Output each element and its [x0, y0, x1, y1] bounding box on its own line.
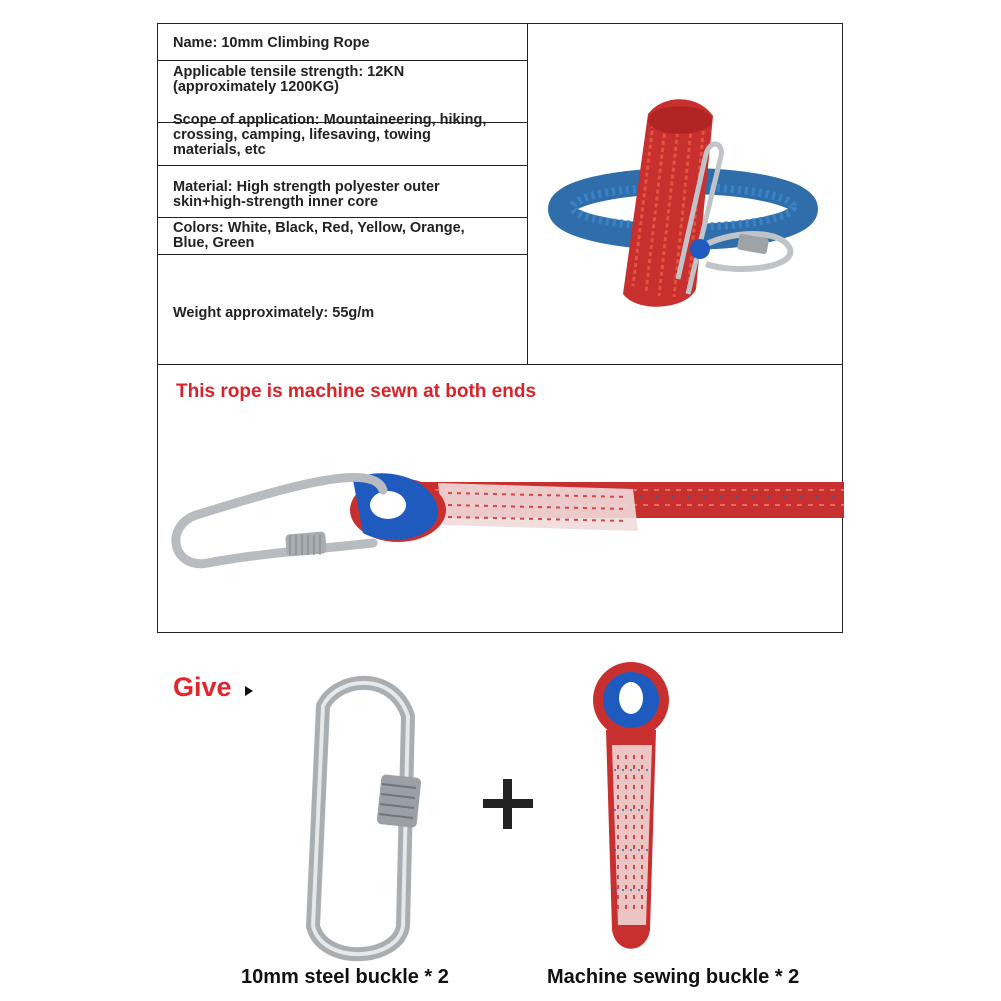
give-label: Give	[173, 672, 232, 702]
spec-table	[157, 23, 843, 365]
spec-row-material	[158, 176, 527, 218]
sewn-ends-title: This rope is machine sewn at both ends	[176, 381, 537, 402]
play-arrow-icon	[245, 686, 253, 696]
spec-row-weight	[158, 255, 527, 364]
spec-line: Scope of application: Mountaineering, hiking,	[173, 112, 487, 128]
red-rope-coil	[623, 99, 713, 306]
spec-column	[158, 24, 528, 364]
spec-line: crossing, camping, lifesaving, towing	[173, 127, 431, 143]
spec-row-scope	[158, 113, 527, 166]
rope-coil-photo	[528, 24, 842, 364]
steel-buckle-caption: 10mm steel buckle * 2	[241, 966, 449, 988]
sewing-buckle-illustration	[588, 660, 678, 960]
sewn-ends-panel	[157, 365, 843, 633]
spec-line: skin+high-strength inner core	[173, 194, 379, 210]
plus-icon-vertical	[503, 779, 512, 829]
spec-line: Name: 10mm Climbing Rope	[173, 35, 370, 51]
spec-row-name	[158, 24, 527, 61]
spec-line: Colors: White, Black, Red, Yellow, Orange,	[173, 220, 465, 236]
spec-line: materials, etc	[173, 142, 266, 158]
spec-line: Blue, Green	[173, 235, 255, 251]
sewn-end-illustration	[158, 365, 844, 633]
sewing-buckle-caption: Machine sewing buckle * 2	[547, 966, 800, 988]
rope-coil-illustration	[528, 24, 842, 364]
steel-buckle-illustration	[283, 676, 433, 966]
spec-line: Material: High strength polyester outer	[173, 179, 440, 195]
spec-line: Applicable tensile strength: 12KN	[173, 64, 405, 80]
spec-row-colors	[158, 218, 527, 255]
spec-line: Weight approximately: 55g/m	[173, 305, 375, 321]
spec-line: (approximately 1200KG)	[173, 79, 340, 95]
